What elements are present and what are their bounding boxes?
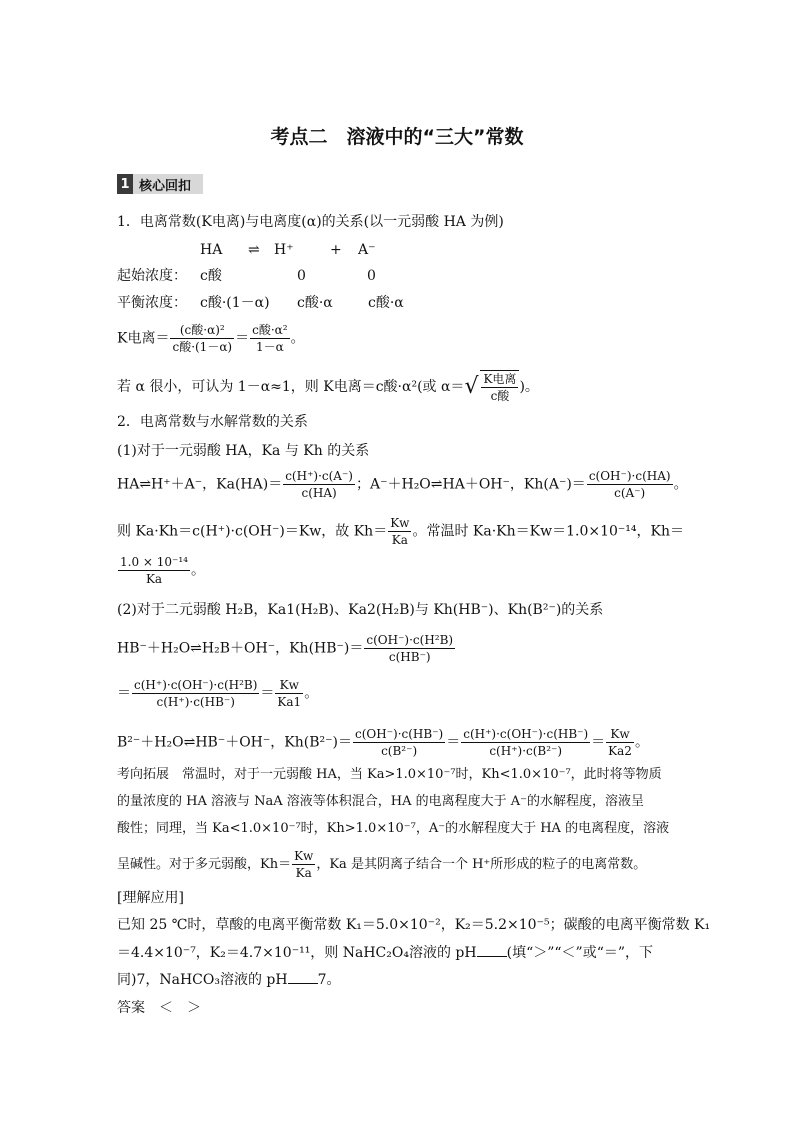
fraction: $\frac{\text{c酸·α²}}{1-\alpha}$ <box>252 323 288 354</box>
answer-line: 答案 ＜ ＞ <box>117 1000 201 1016</box>
answer-blank-2[interactable] <box>288 969 318 984</box>
heading-1: 1．电离常数(K电离)与电离度(α)的关系(以一元弱酸 HA 为例) <box>117 214 504 230</box>
eq-h: H⁺ <box>274 242 294 258</box>
equil-c2: c酸·α <box>297 295 333 311</box>
fraction: $\frac{Kw}{Ka}$ <box>294 849 314 880</box>
page-title: 考点二 溶液中的“三大”常数 <box>270 126 524 148</box>
fraction: $\frac{Kw}{Ka2}$ <box>608 727 632 758</box>
fraction: $\frac{Kw}{Ka1}$ <box>277 678 302 709</box>
eq-ha: HA <box>200 242 223 258</box>
start-z1: 0 <box>297 268 306 284</box>
tip-line-4: 呈碱性。对于多元弱酸，Kh＝ $\frac{Kw}{Ka}$ ，Ka 是其阴离子结合一个 H⁺所形成的粒子的电离常数。 <box>117 849 647 880</box>
apply-heading: [理解应用] <box>117 890 184 906</box>
fraction: $\frac{c(H^+)\cdot c(A^-)}{c(HA)}$ <box>285 469 353 500</box>
tip-line-1: 考向拓展 常温时，对于一元弱酸 HA，当 Ka>1.0×10⁻⁷时，Kh<1.0×10⁻⁷，此时将等物质 <box>117 767 662 782</box>
fraction: $\frac{c(OH^-)\cdot c(HA)}{c(A^-)}$ <box>588 469 671 500</box>
fraction: $\frac{Kw}{Ka}$ <box>390 516 410 547</box>
start-label: 起始浓度： <box>117 268 187 284</box>
fraction: $\frac{\text{c(OH⁻)·c(H²B)}}{c(HB^-)}$ <box>366 633 454 664</box>
hb-line-2: ＝ $\frac{\text{c(H⁺)·c(OH⁻)·c(H²B)}}{c(H^+)\cdot c(HB^-)}$ ＝ $\frac{Kw}{Ka1}$ 。 <box>117 678 319 709</box>
fraction: $\frac{c(H^+)\cdot c(OH^-)\cdot c(HB^-)}{\text{c(H⁺)·c(B²⁻)}}$ <box>463 727 589 758</box>
apply-line-2: ＝4.4×10⁻⁷，K₂＝4.7×10⁻¹¹，则 NaHC₂O₄溶液的 pH (填“＞”“＜”或“＝”，下 <box>117 942 653 963</box>
hb-line-1: HB⁻＋H₂O⇌H₂B＋OH⁻，Kh(HB⁻)＝ $\frac{\text{c(OH⁻)·c(H²B)}}{c(HB^-)}$ <box>117 633 454 664</box>
b2-line: B²⁻＋H₂O⇌HB⁻＋OH⁻，Kh(B²⁻)＝ $\frac{c(OH^-)\cdot c(HB^-)}{\text{c(B²⁻)}}$ ＝ $\frac{c(H^+)\cdot c(OH^-)\cdot c(HB^-)}{\text{c(H⁺)·c(B²⁻)}}$ ＝ $\frac{Kw}{Ka2}$ 。 <box>117 727 649 758</box>
k-expression: K电离＝ $\frac{\text{(c酸·α)²}}{\text{c酸·(1－α)}}$ ＝ $\frac{\text{c酸·α²}}{1-\alpha}$ 。 <box>117 323 305 354</box>
ka-line: HA⇌H⁺＋A⁻，Ka(HA)＝ $\frac{c(H^+)\cdot c(A^-)}{c(HA)}$ ；A⁻＋H₂O⇌HA＋OH⁻，Kh(A⁻)＝ $\frac{c(OH^-)\cdot c(HA)}{c(A^-)}$ 。 <box>117 469 688 500</box>
fraction: $\frac{\text{1.0 × 10⁻¹⁴}}{Ka}$ <box>120 555 188 586</box>
fraction: $\frac{c(OH^-)\cdot c(HB^-)}{\text{c(B²⁻)}}$ <box>354 727 444 758</box>
section-number: 1 <box>117 174 133 194</box>
heading-2a: (1)对于一元弱酸 HA，Ka 与 Kh 的关系 <box>117 443 370 459</box>
small-alpha-line: 若 α 很小，可认为 1－α≈1，则 K电离＝c酸·α²(或 α＝√ $\frac{\text{K电离}}{\text{c酸}}$ )。 <box>117 372 539 403</box>
section-badge <box>117 174 203 194</box>
fraction: $\frac{\text{K电离}}{\text{c酸}}$ <box>483 372 517 403</box>
start-c: c酸 <box>200 268 222 284</box>
answer-blank-1[interactable] <box>477 942 507 957</box>
tip-line-2: 的量浓度的 HA 溶液与 NaA 溶液等体积混合，HA 的电离程度大于 A⁻的水解程度，溶液呈 <box>117 794 645 809</box>
kw-line: 则 Ka·Kh＝c(H⁺)·c(OH⁻)＝Kw，故 Kh＝ $\frac{Kw}{Ka}$ 。常温时 Ka·Kh＝Kw＝1.0×10⁻¹⁴，Kh＝ <box>117 516 684 547</box>
tip-line-3: 酸性；同理，当 Ka<1.0×10⁻⁷时，Kh>1.0×10⁻⁷，A⁻的水解程度大于 HA 的电离程度，溶液 <box>117 821 670 836</box>
heading-2: 2．电离常数与水解常数的关系 <box>117 414 308 430</box>
apply-line-3: 同)7，NaHCO₃溶液的 pH 7。 <box>117 969 341 990</box>
eq-arrow: ⇌ <box>248 242 260 258</box>
equil-c3: c酸·α <box>368 295 404 311</box>
kh-value-line: $\frac{\text{1.0 × 10⁻¹⁴}}{Ka}$ 。 <box>120 555 205 586</box>
start-z2: 0 <box>367 268 376 284</box>
heading-2b: (2)对于二元弱酸 H₂B，Ka1(H₂B)、Ka2(H₂B)与 Kh(HB⁻)、Kh(B²⁻)的关系 <box>117 602 604 618</box>
equil-label: 平衡浓度： <box>117 295 187 311</box>
sqrt-icon: √ <box>464 374 479 399</box>
eq-plus: + <box>330 242 342 258</box>
apply-line-1: 已知 25 ℃时，草酸的电离平衡常数 K₁＝5.0×10⁻²，K₂＝5.2×10⁻⁵；碳酸的电离平衡常数 K₁ <box>117 917 711 933</box>
eq-a: A⁻ <box>358 242 376 258</box>
fraction: $\frac{\text{(c酸·α)²}}{\text{c酸·(1－α)}}$ <box>172 323 233 354</box>
equil-c1: c酸·(1－α) <box>200 295 270 311</box>
section-label: 核心回扣 <box>133 174 203 194</box>
fraction: $\frac{\text{c(H⁺)·c(OH⁻)·c(H²B)}}{c(H^+)\cdot c(HB^-)}$ <box>134 678 258 709</box>
